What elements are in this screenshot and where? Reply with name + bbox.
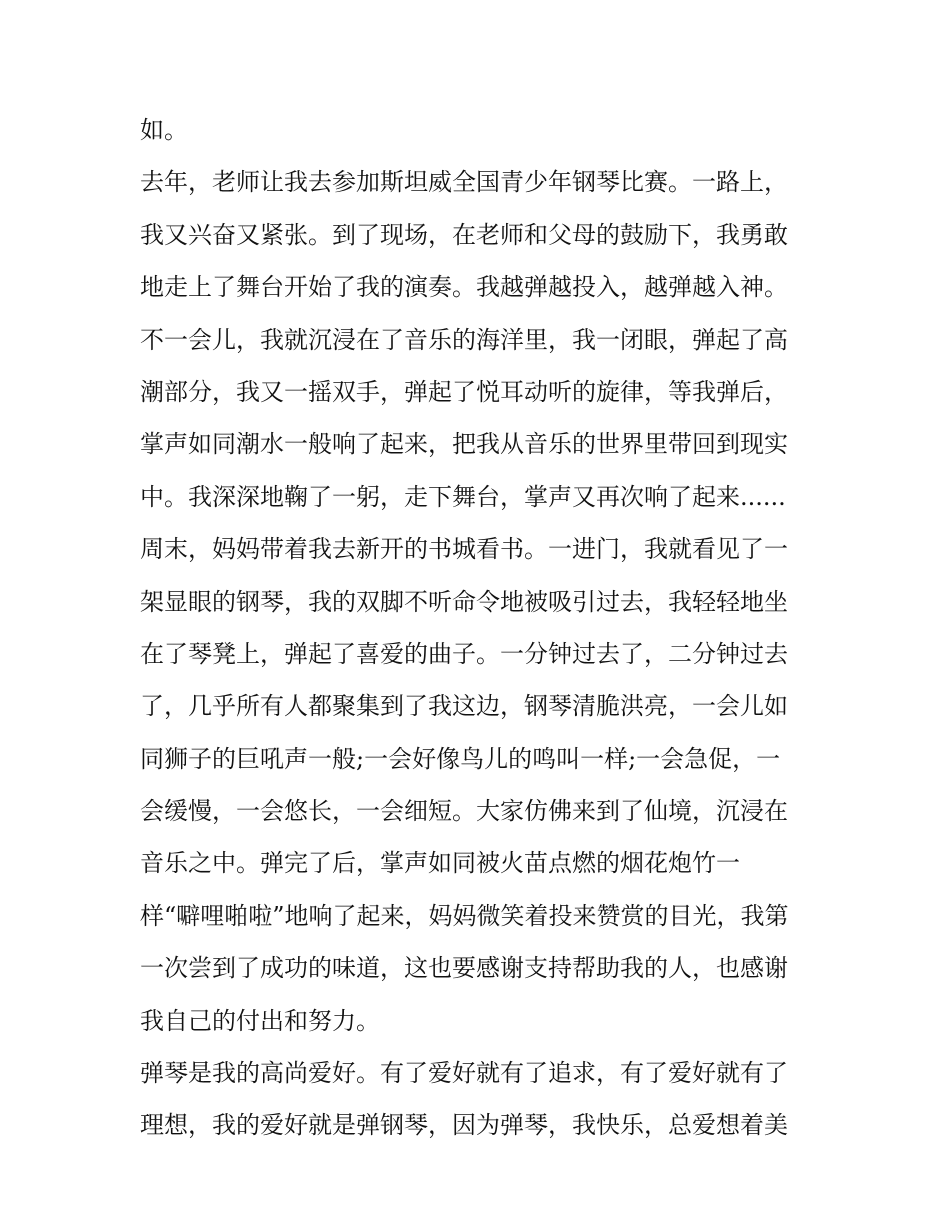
text-line: 去年，老师让我去参加斯坦威全国青少年钢琴比赛。一路上， xyxy=(140,168,788,197)
text-line: 中。我深深地鞠了一躬，走下舞台，掌声又再次响了起来...... xyxy=(140,482,786,511)
text-line: 样“噼哩啪啦”地响了起来，妈妈微笑着投来赞赏的目光，我第 xyxy=(140,901,789,930)
text-line: 在了琴凳上，弹起了喜爱的曲子。一分钟过去了，二分钟过去 xyxy=(140,639,788,668)
text-line: 不一会儿，我就沉浸在了音乐的海洋里，我一闭眼，弹起了高 xyxy=(140,325,788,354)
text-line: 周末，妈妈带着我去新开的书城看书。一进门，我就看见了一 xyxy=(140,535,788,564)
text-line: 会缓慢，一会悠长，一会细短。大家仿佛来到了仙境，沉浸在 xyxy=(140,797,788,826)
text-line: 地走上了舞台开始了我的演奏。我越弹越投入，越弹越入神。 xyxy=(140,273,788,302)
text-line: 音乐之中。弹完了后，掌声如同被火苗点燃的烟花炮竹一 xyxy=(140,849,740,878)
text-line: 同狮子的巨吼声一般;一会好像鸟儿的鸣叫一样;一会急促，一 xyxy=(140,744,781,773)
text-line: 一次尝到了成功的味道，这也要感谢支持帮助我的人，也感谢 xyxy=(140,954,788,983)
essay-body xyxy=(140,104,820,1152)
text-line: 如。 xyxy=(140,116,188,144)
text-line: 理想，我的爱好就是弹钢琴，因为弹琴，我快乐，总爱想着美 xyxy=(140,1111,788,1140)
text-line: 我自己的付出和努力。 xyxy=(140,1006,380,1035)
text-line: 弹琴是我的高尚爱好。有了爱好就有了追求，有了爱好就有了 xyxy=(140,1059,788,1088)
text-line: 了，几乎所有人都聚集到了我这边，钢琴清脆洪亮，一会儿如 xyxy=(140,692,788,721)
text-line: 潮部分，我又一摇双手，弹起了悦耳动听的旋律，等我弹后， xyxy=(140,377,788,406)
text-line: 我又兴奋又紧张。到了现场，在老师和父母的鼓励下，我勇敢 xyxy=(140,220,788,249)
text-line: 掌声如同潮水一般响了起来，把我从音乐的世界里带回到现实 xyxy=(140,430,788,459)
text-line: 架显眼的钢琴，我的双脚不听命令地被吸引过去，我轻轻地坐 xyxy=(140,587,788,616)
